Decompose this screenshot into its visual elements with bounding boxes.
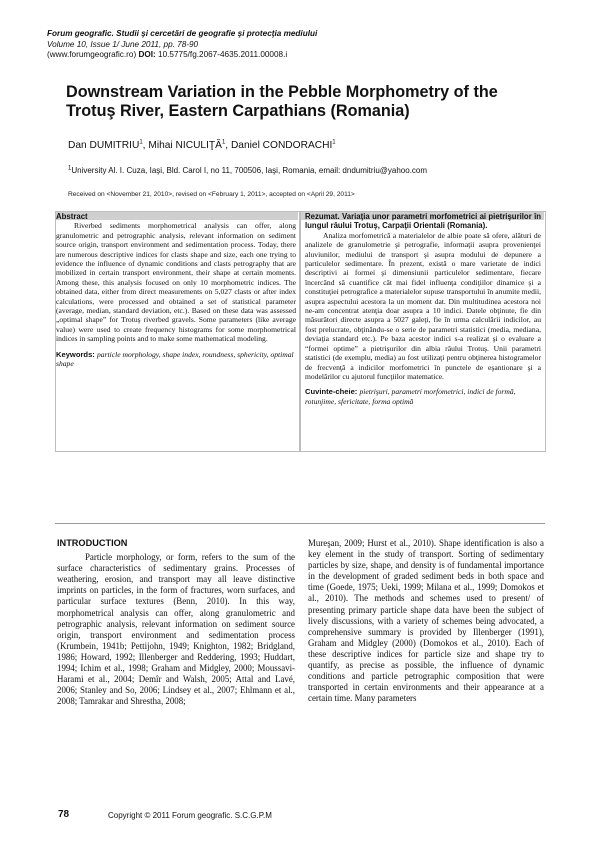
- journal-header: [47, 29, 547, 61]
- introduction-column-right: [308, 538, 544, 704]
- received-dates: Received on <November 21, 2010>, revised on <February 1, 2011>, accepted on <April 29, 2011>: [68, 191, 355, 198]
- journal-website[interactable]: (www.forumgeografic.ro): [47, 50, 137, 59]
- abstract-english: [56, 212, 296, 369]
- abstract-heading: Abstract: [56, 212, 88, 221]
- author-list: Dan DUMITRIU$^1$, Mihai NICULIŢĂ$^1$, Daniel CONDORACHI$^1$: [68, 139, 336, 151]
- keywords-label: Keywords:: [56, 349, 95, 359]
- author-name: Daniel CONDORACHI: [230, 140, 333, 151]
- affiliation: [68, 166, 538, 175]
- author-name: Mihai NICULIŢĂ: [148, 140, 222, 151]
- introduction-column-left: [57, 538, 295, 707]
- rezumat-text: Analiza morfometrică a materialelor de albie poate să ofere, alături de analizele de granulometrie şi petrografie, informaţii asupra provenienţei aluviunilor, mediului de transport şi asupra modului de depunere a particulelor sedimentare. În prezent, există o mare varietate de indici descriptivi ai formei şi dimensiunii particulelor sedimentare, fiecare încercând să cuantifice cât mai fidel influenţa condiţiilor dinamice şi a constituţiei petrografice a materialelor supuse transportului în anumite medii, asupra aspectului acestora la un moment dat. Din multitudinea acestora noi ne-am concentrat atenţia doar asupra a 10 indici. Datele obţinute, fie din măsurători directe asupra a 5027 galeţi, fie în urma calculării indicilor, au fost prelucrate, obţinându-se o serie de parametri statistici (media, mediana, deviaţia standard etc.). Pe baza acestor indici s-a realizat şi o evaluare a “formei optime” a pietrişurilor din albia râului Trotuş. Unii parametri statistici (de exemplu, media) au fost utilizaţi pentru obţinerea histogramelor de frecvenţă a indicilor morfometrici în punctele de eşantionare şi a modelărilor cu ajutorul funcţiilor matematice.: [305, 230, 541, 381]
- journal-links: [47, 50, 547, 61]
- author-affiliation-marker: 1: [139, 139, 143, 146]
- section-divider: [55, 523, 545, 524]
- paper-title: Downstream Variation in the Pebble Morphometry of the Trotuş River, Eastern Carpathians (Romania): [66, 83, 498, 120]
- author-name: Dan DUMITRIU: [68, 140, 140, 151]
- affiliation-marker: 1: [68, 165, 72, 172]
- rezumat-heading: Rezumat. Variaţia unor parametri morfometrici ai pietrişurilor în lungul râului Trotuş, Carpaţii Orientali (Romania).: [305, 212, 541, 231]
- cuvinte-cheie: [305, 387, 541, 406]
- keywords-text: particle morphology, shape index, roundness, sphericity, optimal shape: [56, 349, 294, 369]
- affiliation-text: University Al. I. Cuza, Iaşi, Bld. Carol I, no 11, 700506, Iaşi, Romania, email: dndumitriu@yahoo.com: [71, 166, 428, 175]
- author-affiliation-marker: 1: [221, 139, 226, 146]
- cuvinte-cheie-label: Cuvinte-cheie:: [305, 387, 358, 397]
- author-affiliation-marker: 1: [332, 139, 336, 146]
- keywords: [56, 350, 296, 369]
- page-number: 78: [58, 809, 70, 820]
- cuvinte-cheie-text: pietrişuri, parametri morfometrici, indici de formă, rotunjime, sfericitate, forma optimă: [305, 387, 516, 406]
- paragraph: Mureşan, 2009; Hurst et al., 2010). Shape identification is also a key element in the study of transport. Sorting of sedimentary particles by size, shape, and density is of fundamental importance in the development of graded sediment beds in both space and time (Goede, 1975; Ueki, 1999; Milana et al., 1999; Domokos et al., 2010). The methods and schemes used to present/ of presenting primary particle shape data have been the subject of lively discussions, with a variety of schemes being advocated, a comprehensive summary is provided by Illenberger (1991), Graham and Midgley (2000) (Domokos et al., 2010). Each of these descriptive indices for particle size and shape try to quantify, as precise as possible, the influence of dynamic conditions and particle petrographic composition that were transported in certain environments and their appearance at a certain time. Many parameters: [308, 538, 544, 704]
- abstract-text: Riverbed sediments morphometrical analysis can offer, along granulometric and petrographic analysis, relevant information on sediment source origin, transport environment and sedimentation process. Today, there are numerous descriptive indices for clasts shape and size, each one trying to evidence the influence of dynamic conditions and clasts petrography that are mobilized in certain transport environment, their shape at certain moments. Among these, this analysis focused on only 10 morphometric indices. The obtained data, either from direct measurements on 5,027 clasts or after index calculations, were processed and obtained a set of statistical parameter (average, median, standard deviation, etc.). Based on these data was assessed „optimal shape” for Trotuş riverbed gravels. Some parameters (like average value) were used to create frequency histograms for some morphometrical indices in sampling points and to make some mathematical modeling.: [56, 221, 296, 344]
- abstract-romanian: [305, 212, 541, 406]
- paragraph: Particle morphology, or form, refers to the sum of the surface characteristics of sedimentary grains. Processes of weathering, erosion, and transport may all leave distinctive imprints on particles, in the form of fractures, worn surfaces, and particular surface textures (Benn, 2010). In this way, morphometrical analysis can offer, along granulometric and petrographic analysis, relevant information on sediment source origin, transport environment and sedimentation process (Krumbein, 1941b; Pettijohn, 1949; Knighton, 1982; Bridgland, 1986; Howard, 1992; Illenberger and Reddering, 1993; Huddart, 1994; Ichim et al., 1998; Graham and Midgley, 2000; Moussavi-Harami et al., 2004; Demîr and Walsh, 2005; Attal and Lavé, 2006; Stanley and So, 2006; Lindsey et al., 2007; Ehlmann et al., 2008; Tamrakar and Shrestha, 2008;: [57, 552, 295, 707]
- doi-label: DOI:: [138, 50, 156, 59]
- section-heading: INTRODUCTION: [57, 538, 128, 548]
- doi-value[interactable]: 10.5775/fg.2067-4635.2011.00008.i: [158, 50, 288, 59]
- journal-volume: Volume 10, Issue 1/ June 2011, pp. 78-90: [47, 39, 199, 49]
- copyright-notice: Copyright © 2011 Forum geografic. S.C.G.P.M: [108, 811, 272, 820]
- journal-name: Forum geografic. Studii şi cercetări de geografie şi protecţia mediului: [47, 29, 318, 38]
